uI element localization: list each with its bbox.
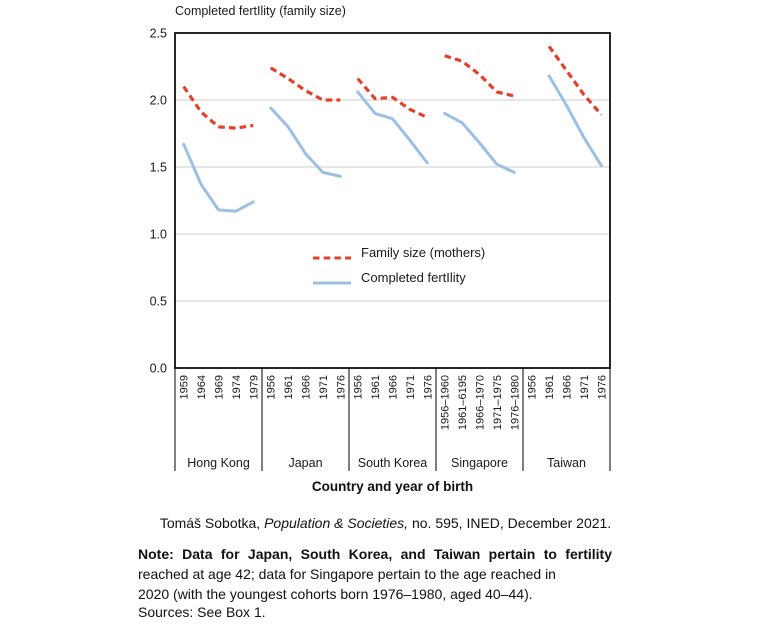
cohort-label: 1976: [422, 375, 435, 400]
y-tick-label: 1.0: [149, 227, 167, 242]
note-line-3: 2020 (with the youngest cohorts born 1976–1980, aged 40–44).: [138, 586, 533, 602]
cohort-label: 1956: [526, 375, 539, 400]
legend-row-family-size: [313, 240, 485, 265]
cohort-label: 1976: [596, 375, 609, 400]
cohort-label: 1976: [335, 375, 348, 400]
legend-label-completed-fertility: Completed fertIlity: [361, 270, 466, 285]
cohort-label: 1966–1970: [474, 375, 487, 431]
cohort-label: 1966: [300, 375, 313, 400]
cohort-label: 1969: [213, 375, 226, 400]
cohort-label: 1964: [196, 375, 209, 400]
cohort-label: 1971–1975: [491, 375, 504, 431]
country-label: South Korea: [357, 456, 428, 470]
cohort-label: 1979: [248, 375, 261, 400]
y-tick-label: 0.0: [149, 361, 167, 376]
cohort-label: 1961: [544, 375, 557, 400]
family_size-swatch-line: [313, 254, 351, 262]
cohort-label: 1976–1980: [509, 375, 522, 431]
citation-author: Tomáš Sobotka,: [159, 515, 265, 531]
cohort-label: 1971: [578, 375, 591, 400]
cohort-label: 1956–1960: [439, 375, 452, 431]
citation-journal: Population & Societies,: [264, 515, 409, 531]
citation-issue: no. 595, INED, December 2021.: [408, 515, 612, 531]
cohort-label: 1966: [387, 375, 400, 400]
sources-line: Sources: See Box 1.: [138, 604, 266, 620]
legend-row-completed-fertility: [313, 265, 485, 290]
y-tick-label: 2.0: [149, 93, 167, 108]
cohort-label: 1961: [370, 375, 383, 400]
completed-fertility-line-swatch: [313, 274, 351, 282]
completed_fertility-swatch-line: [313, 279, 351, 287]
country-label: Japan: [288, 456, 323, 470]
cohort-label: 1966: [561, 375, 574, 400]
note-block: [138, 544, 612, 604]
note-line-1: Note: Data for Japan, South Korea, and Taiwan pertain to fertility: [138, 546, 612, 562]
series-line-completed_fertility: [358, 92, 428, 163]
series-line-completed_fertility: [184, 144, 254, 211]
series-line-family_size: [445, 56, 515, 96]
series-line-family_size: [184, 87, 254, 129]
y-tick-label: 1.5: [149, 160, 167, 175]
series-line-family_size: [358, 79, 428, 118]
cohort-label: 1956: [265, 375, 278, 400]
note-line-2: reached at age 42; data for Singapore pertain to the age reached in: [138, 566, 556, 582]
x-axis-title: Country and year of birth: [311, 479, 474, 494]
country-label: Hong Kong: [187, 456, 250, 470]
chart-legend: [313, 240, 485, 290]
series-line-completed_fertility: [549, 76, 601, 166]
cohort-label: 1961–6195: [457, 374, 470, 431]
series-line-completed_fertility: [271, 108, 341, 176]
cohort-label: 1971: [404, 375, 417, 400]
family-size-line-swatch: [313, 249, 351, 257]
cohort-label: 1956: [352, 375, 365, 400]
y-tick-label: 0.5: [149, 294, 167, 309]
chart-frame: [175, 33, 610, 368]
citation: [0, 515, 771, 531]
series-line-family_size: [271, 68, 341, 100]
legend-label-family-size: Family size (mothers): [361, 245, 486, 260]
cohort-label: 1974: [230, 375, 243, 400]
country-label: Taiwan: [547, 456, 586, 470]
series-line-family_size: [549, 46, 601, 114]
cohort-label: 1971: [317, 375, 330, 400]
chart-title: Completed fertIlity (family size): [175, 4, 346, 18]
country-label: Singapore: [451, 456, 508, 470]
cohort-label: 1959: [178, 375, 191, 400]
cohort-label: 1961: [283, 375, 296, 400]
series-line-completed_fertility: [445, 113, 515, 172]
y-tick-label: 2.5: [149, 26, 167, 41]
